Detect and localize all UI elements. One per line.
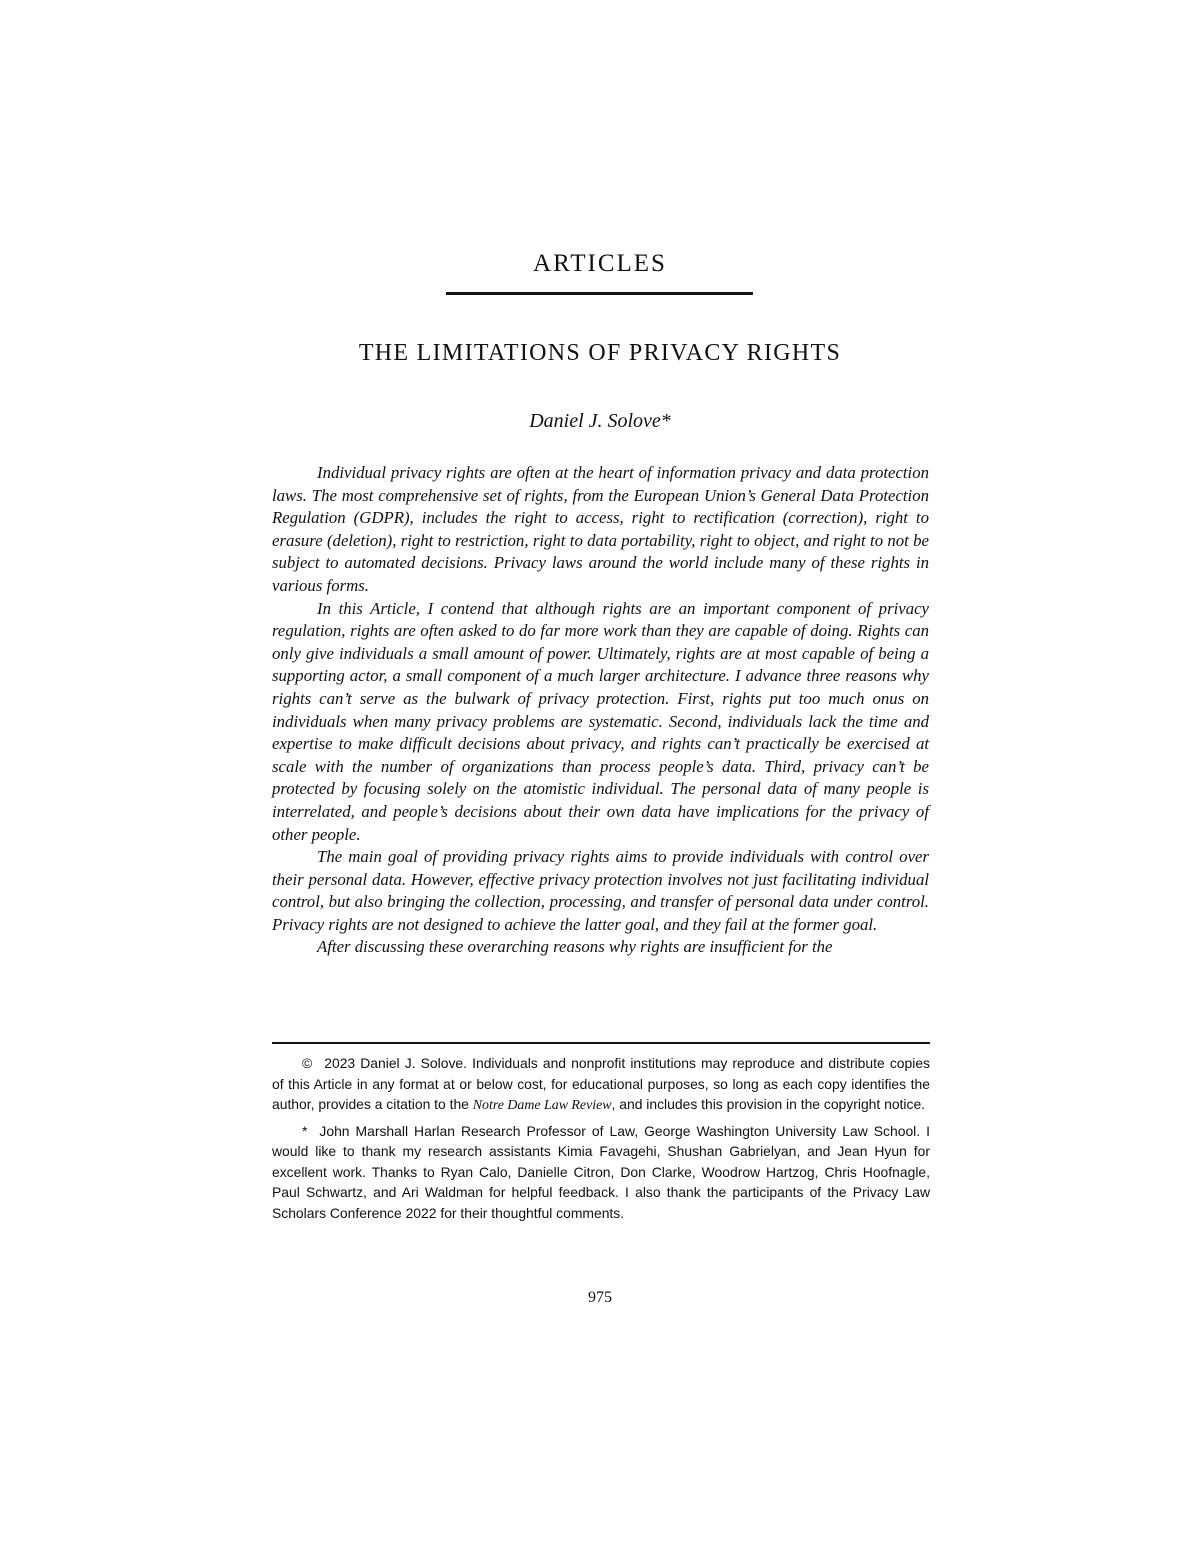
heading-rule [446,292,753,295]
copyright-footnote [272,1053,930,1117]
author-byline: Daniel J. Solove* [529,410,671,432]
copyright-marker: © [302,1055,313,1071]
page-number: 975 [588,1289,612,1306]
article-title: THE LIMITATIONS OF PRIVACY RIGHTS [358,340,842,366]
footnote-rule [272,1042,930,1044]
copyright-text-end: , and includes this provision in the copyright notice. [611,1096,926,1112]
copyright-text: 2023 Daniel J. Solove. Individuals and nonprofit institutions may reproduce and distribute copies of this Article in any format at or below cost, for educational purposes, so long as each copy identifies the author, provides a citation to the [272,1055,930,1112]
footnotes [272,1053,930,1227]
abstract-paragraph: After discussing these overarching reasons why rights are insufficient for the [317,937,833,957]
abstract-paragraph: In this Article, I contend that although rights are an important component of privacy regulation, rights are often asked to do far more work than they are capable of doing. Rights can only give individuals a small amount of power. Ultimately, rights are at most capable of being a supporting actor, a small component of a much larger architecture. I advance three reasons why rights can’t serve as the bulwark of privacy protection. First, rights put too much onus on individuals when many privacy problems are systematic. Second, individuals lack the time and expertise to make difficult decisions about privacy, and rights can’t practically be exercised at scale with the number of organizations than process people’s data. Third, privacy can’t be protected by focusing solely on the atomistic individual. The personal data of many people is interrelated, and people’s decisions about their own data have implications for the privacy of other people. [272,598,929,844]
journal-name: Notre Dame Law Review [472,1098,612,1113]
author-footnote [272,1121,930,1224]
section-heading: ARTICLES [533,250,667,277]
abstract-paragraph: Individual privacy rights are often at the heart of information privacy and data protection laws. The most comprehensive set of rights, from the European Union’s General Data Protection Regulation (GDPR), includes the right to access, right to rectification (correction), right to erasure (deletion), right to restriction, right to data portability, right to object, and right to not be subject to automated decisions. Privacy laws around the world include many of these rights in various forms. [272,463,929,595]
footnote-marker: * [302,1122,308,1139]
author-footnote-text: John Marshall Harlan Research Professor of Law, George Washington University Law School. I would like to thank my research assistants Kimia Favagehi, Shushan Gabrielyan, and Jean Hyun for excellent work. Thanks to Ryan Calo, Danielle Citron, Don Clarke, Woodrow Hartzog, Chris Hoofnagle, Paul Schwartz, and Ari Waldman for helpful feedback. I also thank the participants of the Privacy Law Scholars Conference 2022 for their thoughtful comments. [272,1122,930,1221]
abstract [272,462,929,959]
abstract-paragraph: The main goal of providing privacy rights aims to provide individuals with control over their personal data. However, effective privacy protection involves not just facilitating individual control, but also bringing the collection, processing, and transfer of personal data under control. Privacy rights are not designed to achieve the latter goal, and they fail at the former goal. [272,847,929,934]
